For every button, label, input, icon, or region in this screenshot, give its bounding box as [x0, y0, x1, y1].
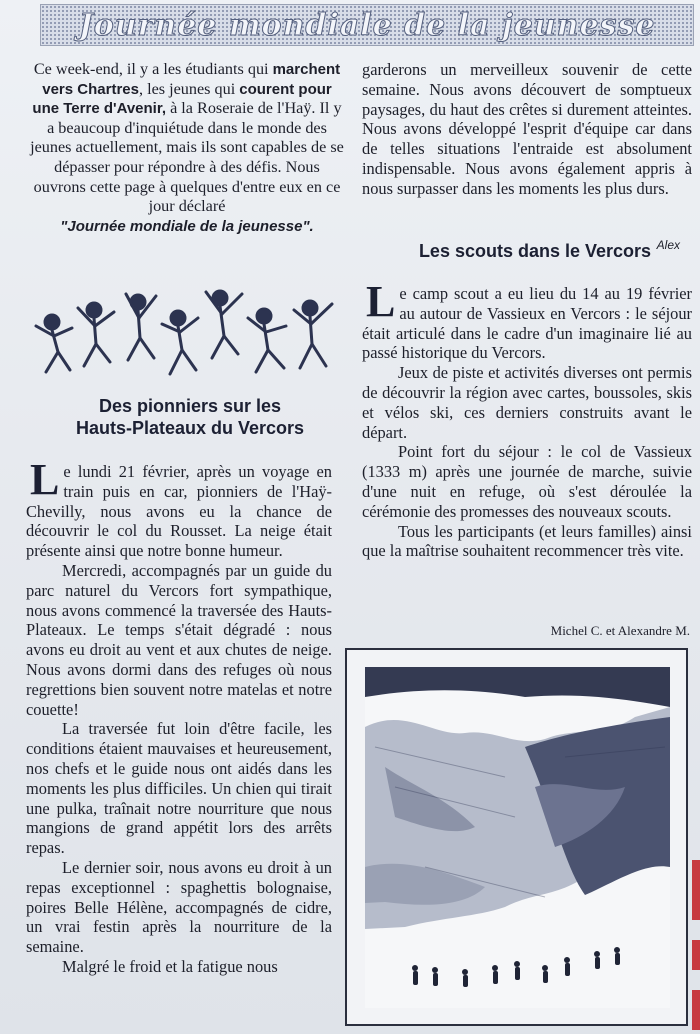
paragraph: garderons un merveilleux souvenir de cette semaine. Nous avons découvert de somptueux paysages, du haut des crêtes si durement atteintes. Nous avons développé l'esprit d'équipe car dans de telles situations l'entraide est absolument indispensable. Nous avons également appris à nous surpasser dans les moments les plus durs.	[362, 60, 692, 198]
figure-icon	[294, 301, 332, 368]
banner-title: Journée mondiale de la jeunesse	[78, 7, 656, 43]
article-right-body	[362, 277, 692, 561]
page-banner	[40, 4, 694, 46]
intro-part: à la Roseraie de l'Haÿ. Il y a beaucoup d'inquiétude dans le monde des jeunes actuellement, mais ils sont capables de se dépasser pour répondre à des défis. Nous ouvrons cette page à quelques d'entre eux en ce jour déclaré	[30, 99, 344, 216]
dropcap: L	[30, 455, 60, 504]
paragraph: Malgré le froid et la fatigue nous	[62, 956, 278, 976]
paragraph-text: e camp scout a eu lieu du 14 au 19 février au autour de Vassieux en Vercors : le séjour était articulé dans le cadre d'un imaginaire lié au passé historique du Vercors.	[362, 284, 692, 363]
article-left-body	[26, 455, 332, 977]
paragraph: Jeux de piste et activités diverses ont permis de découvrir la région avec cartes, boussoles, skis et vélos ski, ces derniers construits avant le départ.	[362, 363, 692, 442]
figure-icon	[126, 294, 156, 360]
figure-icon	[248, 309, 286, 372]
figure-icon	[162, 311, 198, 374]
photo-frame	[345, 648, 688, 1026]
edge-mark	[692, 860, 700, 920]
figure-icon	[36, 315, 72, 372]
mountain-photo	[365, 667, 670, 1008]
paragraph	[26, 455, 332, 561]
edge-mark	[692, 990, 700, 1030]
paragraph: Le dernier soir, nous avons eu droit à un repas exceptionnel : spaghettis bolognaise, poires Belle Hélène, accompagnés de cidre, un vrai festin après la nourriture de la semaine.	[26, 857, 332, 957]
signature-michel-alexandre: Michel C. et Alexandre M.	[550, 623, 690, 638]
intro-bold-terre: courent pour une Terre d'Avenir,	[32, 80, 332, 118]
dropcap: L	[366, 277, 396, 326]
article-right-heading: Les scouts dans le Vercors	[418, 241, 652, 261]
intro-part: , les jeunes qui	[138, 79, 240, 98]
intro-text	[28, 60, 346, 236]
edge-mark	[692, 940, 700, 970]
article-left-continued	[362, 60, 692, 199]
paragraph: Mercredi, accompagnés par un guide du parc naturel du Vercors fort sympathique, nous avons commencé la traversée des Hauts-Plateaux. Le temps s'était dégradé : nous avons eu droit au vent et aux chutes de neige. Nous avons dormi dans des refuges où nous regrettions bien souvent notre matelas et notre couette!	[26, 560, 332, 719]
paragraph: Point fort du séjour : le col de Vassieux (1333 m) après une journée de marche, suivie d'une nuit en refuge, où s'est déroulée la cérémonie des promesses des nouveaux scouts.	[362, 442, 692, 521]
paragraph: Tous les participants (et leurs familles) ainsi que la maîtrise souhaitent recommencer très vite.	[362, 521, 692, 561]
figure-icon	[206, 291, 242, 358]
paragraph-text: e lundi 21 février, après un voyage en train puis en car, pionniers de l'Haÿ- Chevilly, nous avons eu la chance de découvrir le col du Rousset. La neige était présente ainsi que notre bonne humeur.	[26, 462, 332, 561]
paragraph	[362, 277, 692, 363]
youth-illustration	[28, 288, 348, 384]
intro-bold-chartres: marchent vers Chartres	[42, 61, 341, 98]
figure-icon	[78, 303, 114, 366]
intro-part: Ce week-end, il y a les étudiants qui	[33, 60, 273, 78]
article-left-heading: Des pionniers sur les Hauts-Plateaux du Vercors	[75, 396, 305, 438]
paragraph: La traversée fut loin d'être facile, les conditions étaient mauvaises et heureusement, nos chefs et le guide nous ont aidés dans les moments les plus difficiles. Un chien qui tirait une pulka, traînait notre nourriture que nous mangions de grand appétit lors des arrêts repas.	[26, 719, 332, 858]
signature-alex: Alex	[656, 238, 680, 252]
intro-quote: "Journée mondiale de la jeunesse".	[60, 217, 314, 235]
